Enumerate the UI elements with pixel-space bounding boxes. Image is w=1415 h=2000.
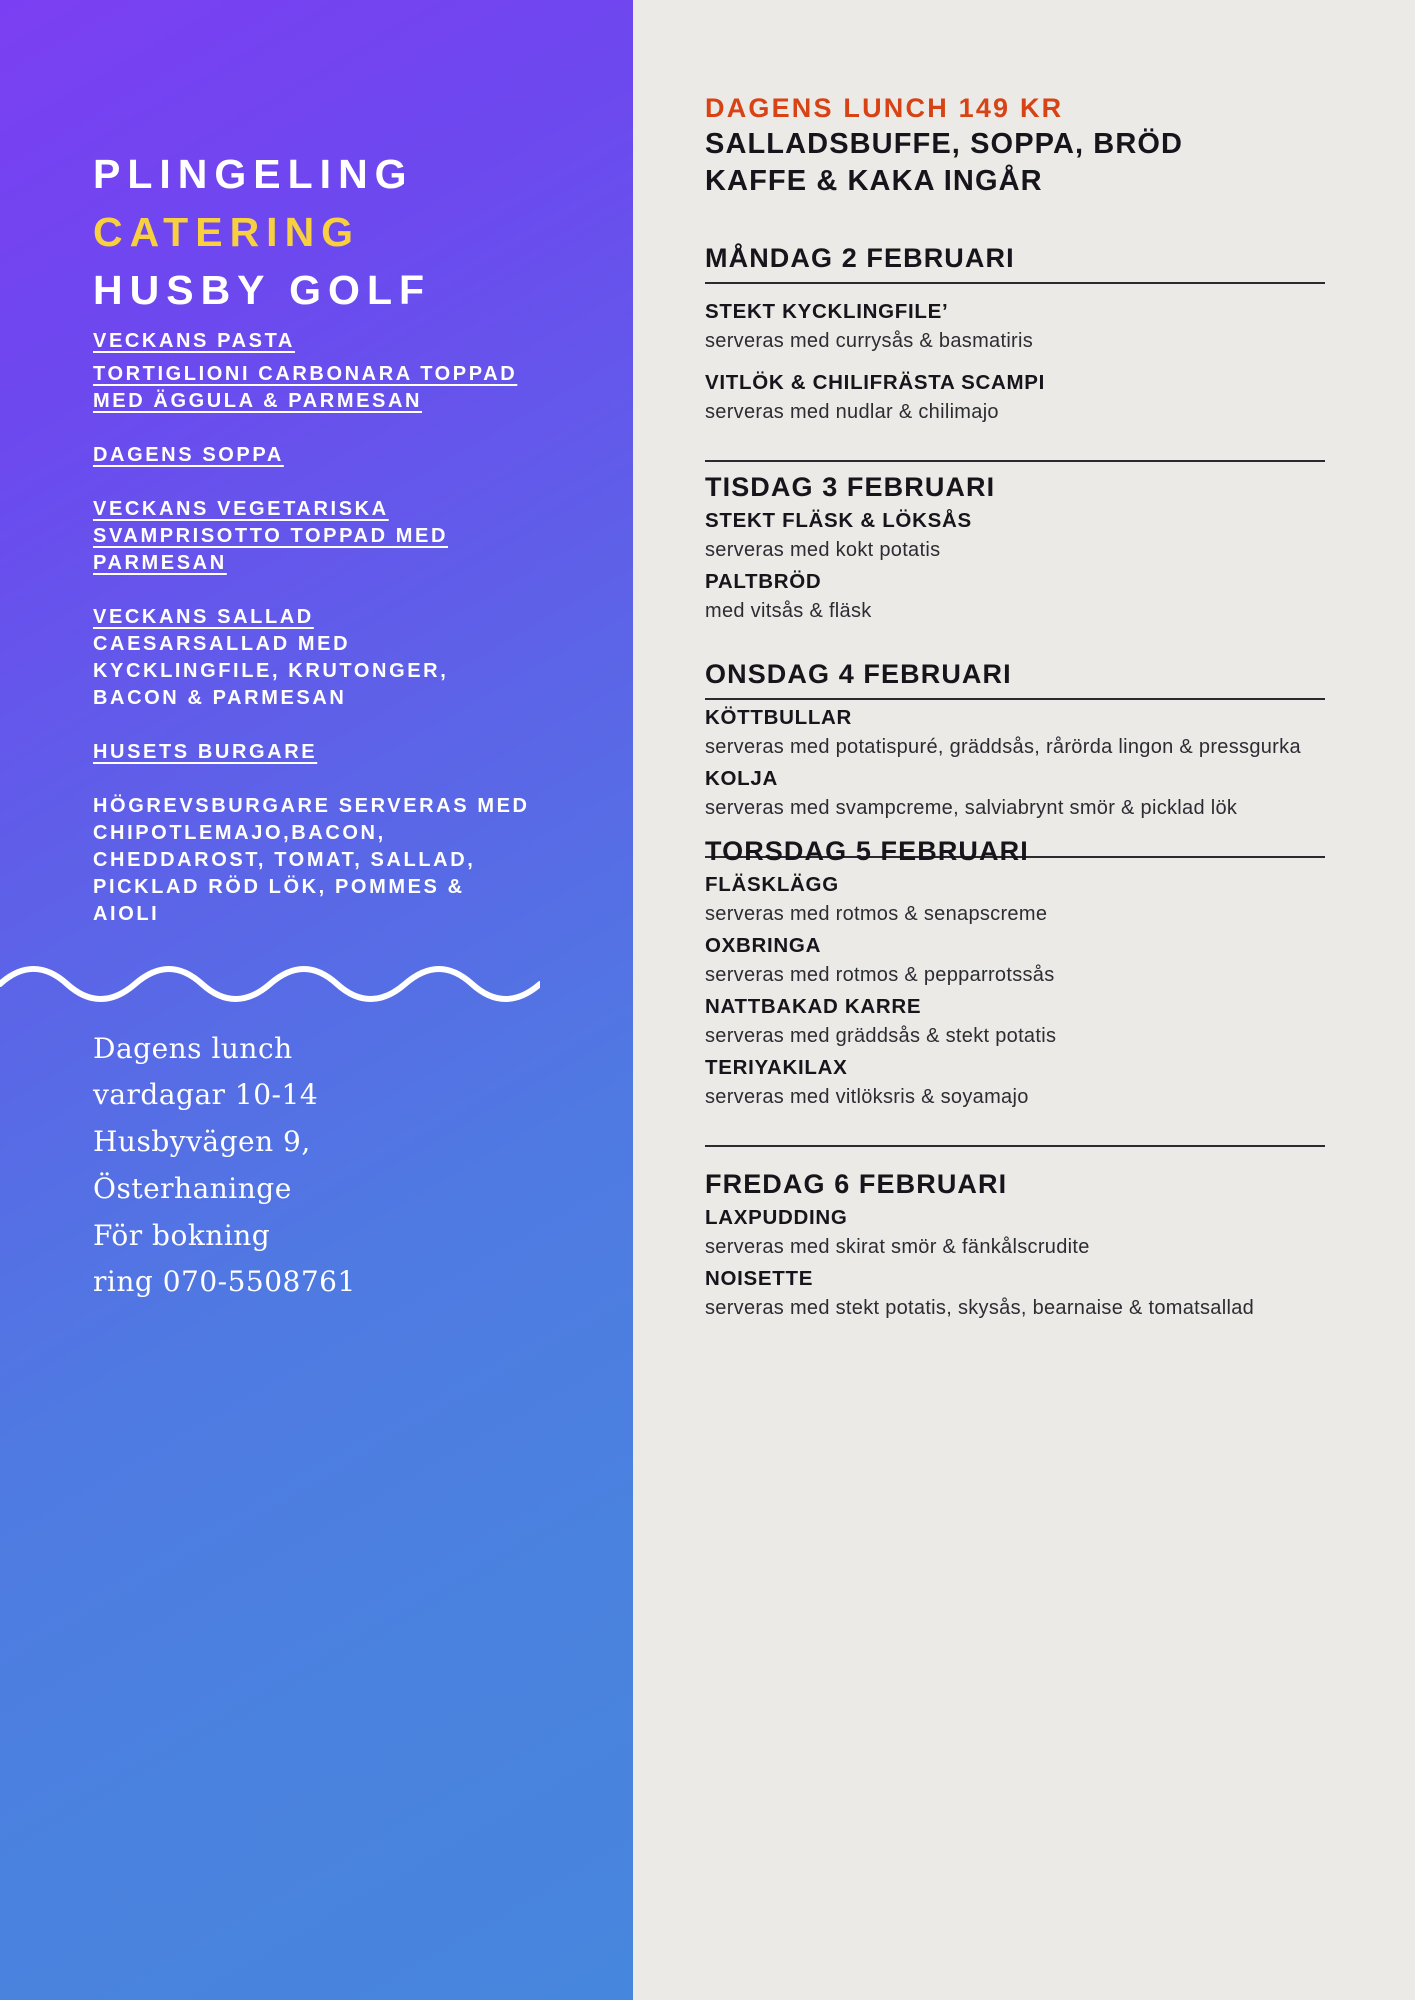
right-panel xyxy=(633,0,1415,2000)
brand-title xyxy=(93,145,633,320)
dish-name: VITLÖK & CHILIFRÄSTA SCAMPI xyxy=(705,371,1046,395)
contact-block xyxy=(93,1026,633,1307)
day-title: FREDAG 6 FEBRUARI xyxy=(705,1169,1008,1200)
includes-line-2: KAFFE & KAKA INGÅR xyxy=(705,164,1043,197)
left-section-heading: VECKANS VEGETARISKA xyxy=(93,497,389,520)
contact-line: Österhaninge xyxy=(93,1171,292,1205)
day-divider xyxy=(705,1145,1325,1147)
dish-name: STEKT KYCKLINGFILE’ xyxy=(705,300,949,324)
left-menu-list xyxy=(93,328,538,928)
dish-name: NOISETTE xyxy=(705,1267,814,1291)
dish-description: med vitsås & fläsk xyxy=(705,600,872,623)
left-section-body: HÖGREVSBURGARE SERVERAS MED CHIPOTLEMAJO,BACON, CHEDDAROST, TOMAT, SALLAD, PICKLAD RÖD LÖK, POMMES & AIOLI xyxy=(93,794,530,925)
left-section-veckans-pasta xyxy=(93,328,538,355)
brand-line-1: PLINGELING xyxy=(93,151,414,197)
dish-description: serveras med kokt potatis xyxy=(705,539,941,562)
day-block-monday xyxy=(705,243,1325,426)
left-section-vegetariska xyxy=(93,496,538,577)
dish-description: serveras med rotmos & pepparrotssås xyxy=(705,964,1055,987)
left-section-body: SVAMPRISOTTO TOPPAD MED PARMESAN xyxy=(93,524,449,574)
day-title: ONSDAG 4 FEBRUARI xyxy=(705,659,1012,690)
dish-name: PALTBRÖD xyxy=(705,570,822,594)
contact-line: Husbyvägen 9, xyxy=(93,1125,311,1159)
day-title: MÅNDAG 2 FEBRUARI xyxy=(705,243,1015,274)
day-divider xyxy=(705,698,1325,700)
dish-name: KOLJA xyxy=(705,767,778,791)
dish-description: serveras med rotmos & senapscreme xyxy=(705,903,1048,926)
day-block-thursday xyxy=(705,836,1325,1111)
left-section-heading: VECKANS SALLAD xyxy=(93,605,314,628)
menu-header xyxy=(705,92,1325,199)
day-divider xyxy=(705,282,1325,284)
contact-phone: ring 070-5508761 xyxy=(93,1265,356,1299)
price-heading: DAGENS LUNCH 149 KR xyxy=(705,93,1064,123)
dish-name: NATTBAKAD KARRE xyxy=(705,995,922,1019)
day-title: TORSDAG 5 FEBRUARI xyxy=(705,836,1029,867)
contact-line: Dagens lunch xyxy=(93,1031,293,1065)
dish-name: KÖTTBULLAR xyxy=(705,706,853,730)
dish-description: serveras med nudlar & chilimajo xyxy=(705,401,999,424)
day-block-wednesday xyxy=(705,659,1325,822)
dish-name: TERIYAKILAX xyxy=(705,1056,848,1080)
brand-line-2: CATERING xyxy=(93,209,361,256)
day-block-friday xyxy=(705,1145,1325,1322)
left-section-husets-burgare xyxy=(93,739,538,766)
brand-line-3: HUSBY GOLF xyxy=(93,267,432,314)
left-section-dagens-soppa xyxy=(93,442,538,469)
left-section-veckans-sallad xyxy=(93,604,538,712)
left-section-body: CAESARSALLAD MED KYCKLINGFILE, KRUTONGER, BACON & PARMESAN xyxy=(93,632,449,709)
left-section-heading: HUSETS BURGARE xyxy=(93,740,318,763)
wave-divider-icon xyxy=(0,962,540,1002)
day-block-tuesday xyxy=(705,460,1325,625)
dish-name: LAXPUDDING xyxy=(705,1206,848,1230)
dish-description: serveras med gräddsås & stekt potatis xyxy=(705,1025,1057,1048)
dish-name: FLÄSKLÄGG xyxy=(705,873,839,897)
left-panel xyxy=(0,0,633,2000)
left-section-heading: VECKANS PASTA xyxy=(93,329,295,352)
dish-description: serveras med currysås & basmatiris xyxy=(705,330,1034,353)
dish-name: OXBRINGA xyxy=(705,934,822,958)
dish-name: STEKT FLÄSK & LÖKSÅS xyxy=(705,509,972,533)
day-title: TISDAG 3 FEBRUARI xyxy=(705,472,996,503)
left-section-heading: DAGENS SOPPA xyxy=(93,443,284,466)
dish-description: serveras med potatispuré, gräddsås, rårörda lingon & pressgurka xyxy=(705,736,1301,759)
dish-description: serveras med stekt potatis, skysås, bearnaise & tomatsallad xyxy=(705,1297,1255,1320)
left-section-burgare-body xyxy=(93,793,538,928)
day-divider xyxy=(705,460,1325,462)
dish-description: serveras med svampcreme, salviabrynt smör & picklad lök xyxy=(705,797,1238,820)
includes-line-1: SALLADSBUFFE, SOPPA, BRÖD xyxy=(705,127,1184,160)
dish-description: serveras med vitlöksris & soyamajo xyxy=(705,1086,1029,1109)
contact-line: För bokning xyxy=(93,1218,271,1252)
contact-line: vardagar 10-14 xyxy=(93,1078,319,1112)
dish-description: serveras med skirat smör & fänkålscrudite xyxy=(705,1236,1090,1259)
left-section-body: TORTIGLIONI CARBONARA TOPPAD MED ÄGGULA & PARMESAN xyxy=(93,362,518,412)
left-section-pasta-body xyxy=(93,361,538,415)
